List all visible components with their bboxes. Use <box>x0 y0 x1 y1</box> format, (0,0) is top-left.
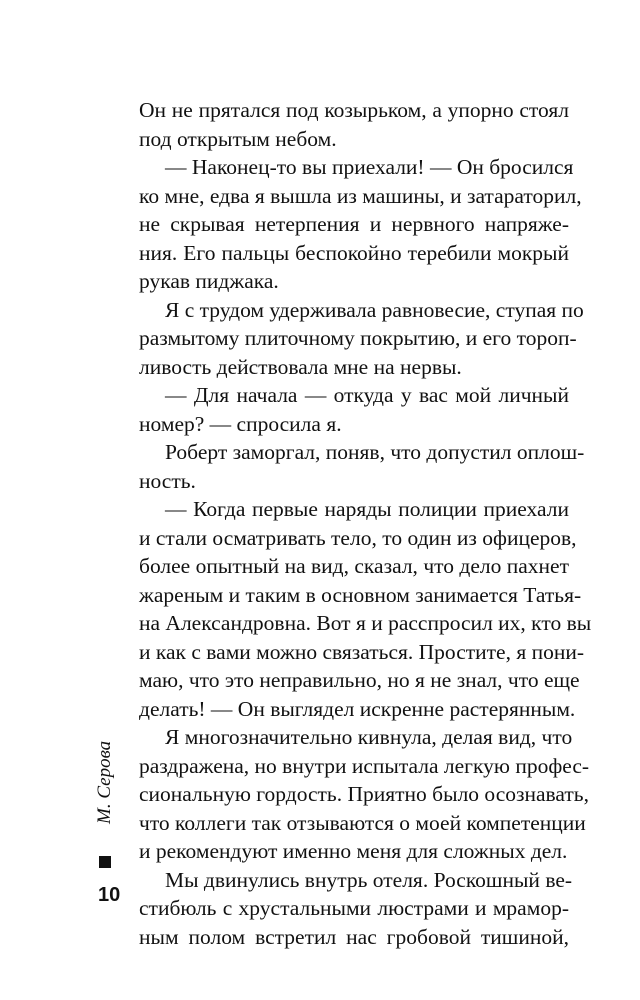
text-line: на Александровна. Вот я и расспросил их, кто вы <box>139 611 592 635</box>
text-line: — Наконец-то вы приехали! — Он бросился <box>165 155 574 179</box>
text-line: не скрывая нетерпения и нервного напряже- <box>139 212 569 236</box>
text-line: раздражена, но внутри испытала легкую профес- <box>139 753 590 778</box>
text-line: и стали осматривать тело, то один из офицеров, <box>139 525 577 550</box>
text-line: Роберт заморгал, поняв, что допустил оплош- <box>165 440 585 464</box>
text-line: маю, что это неправильно, но я не знал, что еще <box>139 668 580 692</box>
text-line: — Когда первые наряды полиции приехали <box>165 497 569 521</box>
text-line: номер? — спросила я. <box>139 411 342 436</box>
text-line: Я с трудом удерживала равновесие, ступая по <box>165 297 584 322</box>
square-marker-icon <box>99 856 111 868</box>
text-line: размытому плиточному покрытию, и его тороп- <box>139 326 577 350</box>
text-line: делать! — Он выглядел искренне растерянным. <box>139 696 576 721</box>
text-line: ным полом встретил нас гробовой тишиной, <box>139 924 569 949</box>
text-line: ливость действовала мне на нервы. <box>139 354 462 379</box>
text-line: ность. <box>139 468 196 493</box>
text-line: Я многозначительно кивнула, делая вид, что <box>165 725 573 749</box>
text-line: более опытный на вид, сказал, что дело пахнет <box>139 554 569 578</box>
text-line: и как с вами можно связаться. Простите, я пони- <box>139 639 585 664</box>
text-line: рукав пиджака. <box>139 269 279 293</box>
text-line: Мы двинулись внутрь отеля. Роскошный ве- <box>165 867 573 892</box>
text-line: под открытым небом. <box>139 126 337 151</box>
running-head-author: М. Серова <box>94 740 115 824</box>
text-line: что коллеги так отзываются о моей компетенции <box>139 810 586 835</box>
body-text <box>139 96 592 951</box>
text-line: Он не прятался под козырьком, а упорно стоял <box>139 98 569 122</box>
text-line: ко мне, едва я вышла из машины, и затараторил, <box>139 183 582 208</box>
text-line: жареным и таким в основном занимается Татья- <box>139 582 582 607</box>
text-line: ния. Его пальцы беспокойно теребили мокрый <box>139 240 569 265</box>
text-line: стибюль с хрустальными люстрами и мрамор- <box>139 896 569 920</box>
text-line: и рекомендуют именно меня для сложных дел. <box>139 839 568 863</box>
text-line: сиональную гордость. Приятно было осознавать, <box>139 782 589 806</box>
text-line: — Для начала — откуда у вас мой личный <box>165 383 569 407</box>
page-number: 10 <box>98 884 121 906</box>
